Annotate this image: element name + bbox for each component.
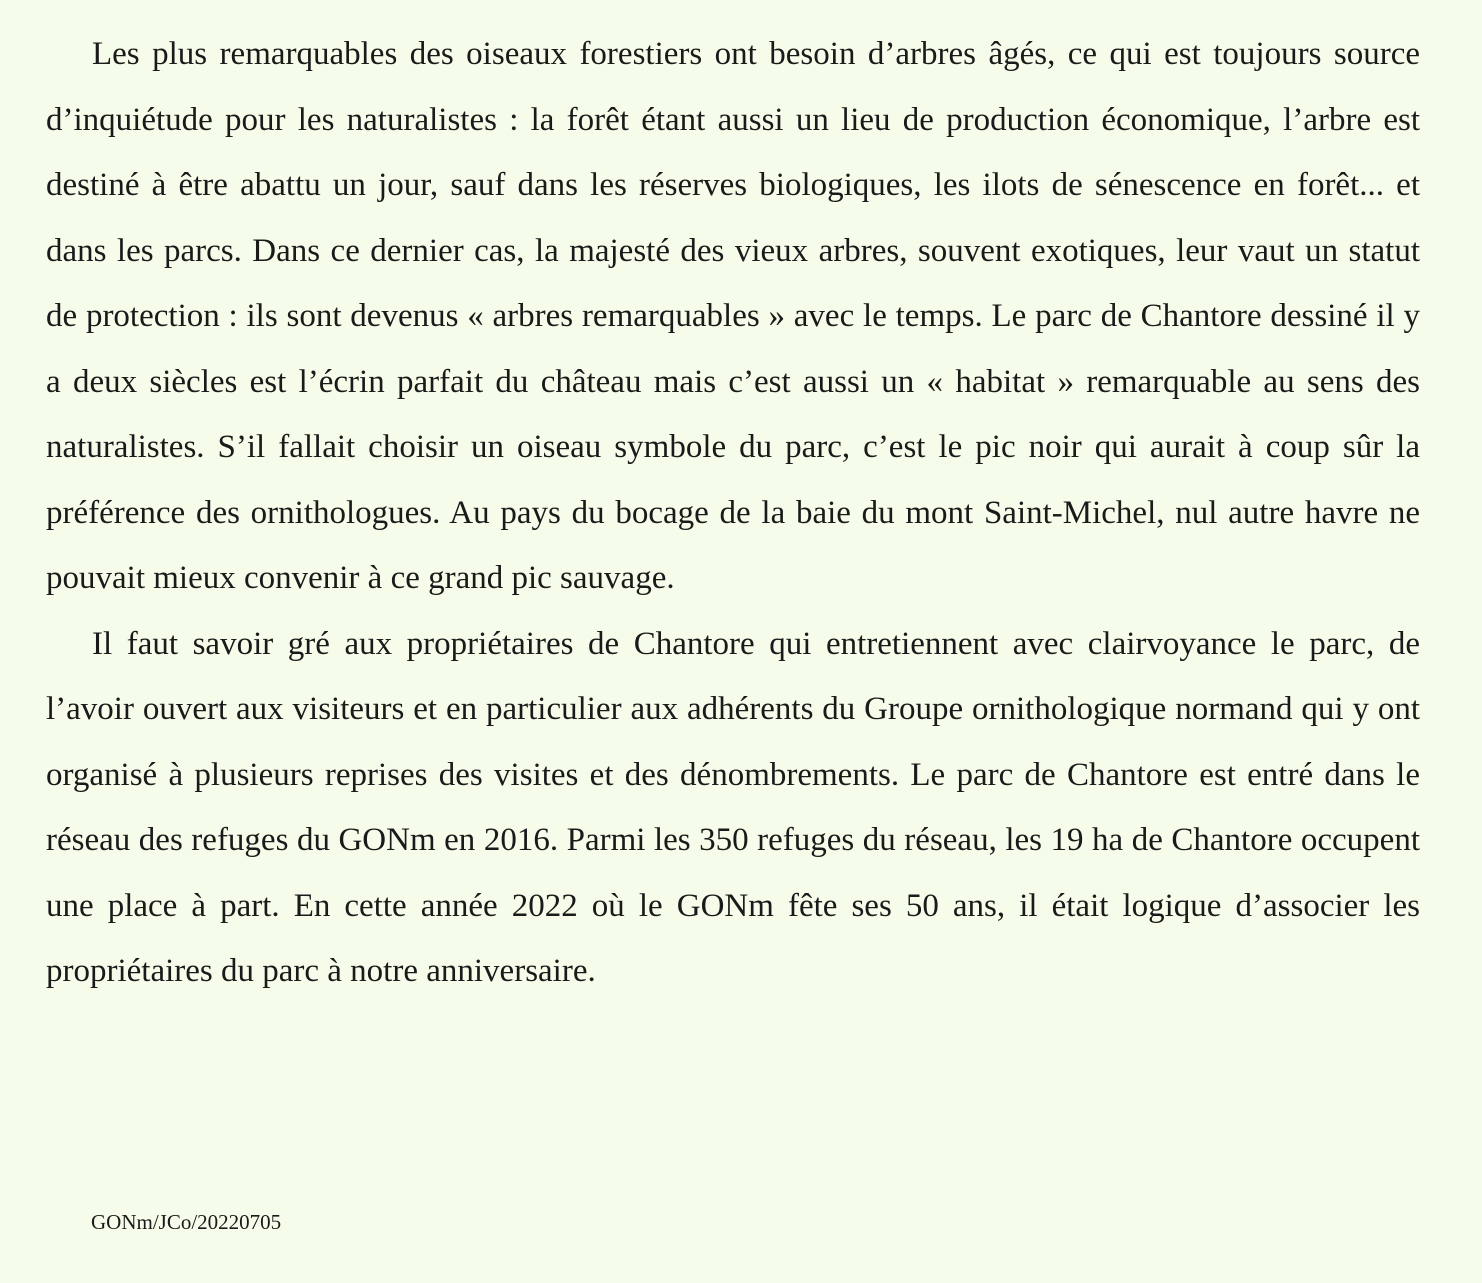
paragraph-2: Il faut savoir gré aux propriétaires de Chantore qui entretiennent avec clairvoyance le parc, de l’avoir ouvert aux visiteurs et en particulier aux adhérents du Groupe ornithologique normand qui y ont organisé à plusieurs reprises des visites et des dénombrements. Le parc de Chantore est entré dans le réseau des refuges du GONm en 2016. Parmi les 350 refuges du réseau, les 19 ha de Chantore occupent une place à part. En cette année 2022 où le GONm fête ses 50 ans, il était logique d’associer les propriétaires du parc à notre anniversaire. [46, 625, 1420, 989]
paragraph-1: Les plus remarquables des oiseaux forestiers ont besoin d’arbres âgés, ce qui est toujours source d’inquiétude pour les naturalistes : la forêt étant aussi un lieu de production économique, l’arbre est destiné à être abattu un jour, sauf dans les réserves biologiques, les ilots de sénescence en forêt... et dans les parcs. Dans ce dernier cas, la majesté des vieux arbres, souvent exotiques, leur vaut un statut de protection : ils sont devenus « arbres remarquables » avec le temps. Le parc de Chantore dessiné il y a deux siècles est l’écrin parfait du château mais c’est aussi un « habitat » remarquable au sens des naturalistes. S’il fallait choisir un oiseau symbole du parc, c’est le pic noir qui aurait à coup sûr la préférence des ornithologues. Au pays du bocage de la baie du mont Saint-Michel, nul autre havre ne pouvait mieux convenir à ce grand pic sauvage. [46, 36, 1420, 596]
footer-reference: GONm/JCo/20220705 [91, 1210, 282, 1234]
body-text [46, 22, 1420, 1005]
